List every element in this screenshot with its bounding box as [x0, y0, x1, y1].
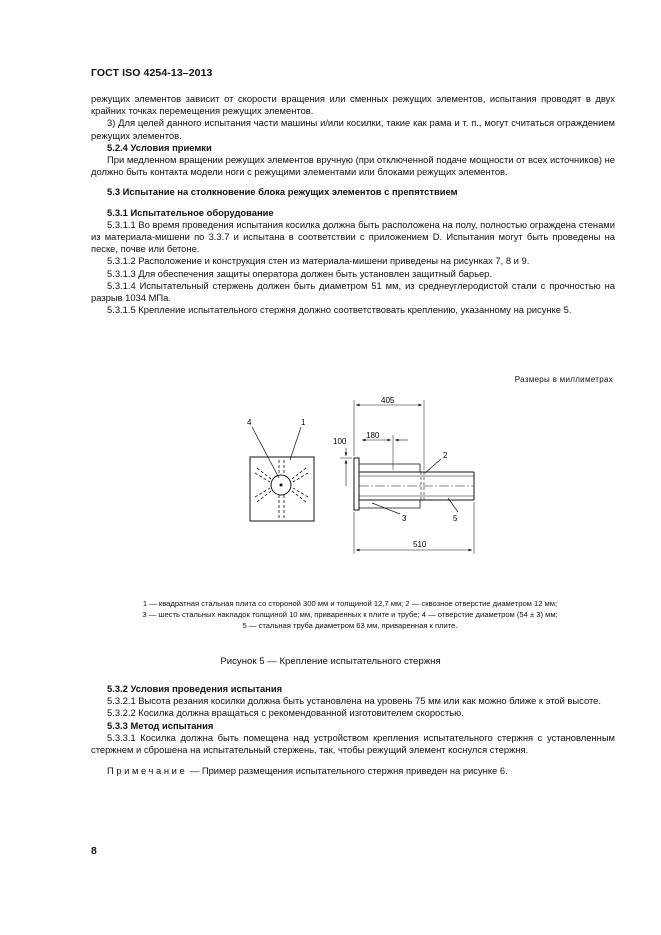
heading-5-3: 5.3 Испытание на столкновение блока режущих элементов с препятствием — [107, 186, 458, 198]
paragraph-5-3-1-2: 5.3.1.2 Расположение и конструкция стен из материала-мишени приведены на рисунках 7, 8 и 9. — [107, 255, 530, 267]
side-plate — [354, 458, 359, 510]
note-text: — Пример размещения испытательного стержня приведен на рисунке 6. — [187, 765, 508, 777]
leader-1 — [290, 427, 301, 460]
upper-text-block — [91, 93, 615, 316]
page-number: 8 — [91, 845, 97, 857]
heading-5-2-4: 5.2.4 Условия приемки — [107, 141, 212, 153]
document-code: ГОСТ ISO 4254-13–2013 — [91, 67, 213, 79]
heading-5-3-1: 5.3.1 Испытательное оборудование — [107, 206, 274, 218]
gusset-top — [359, 464, 420, 472]
paragraph-5-3-1-4: 5.3.1.4 Испытательный стержень должен быть диаметром 51 мм, из среднеуглеродистой стали с прочностью на разрыв 1034 МПа. — [91, 279, 615, 304]
dimension-100: 100 — [333, 437, 347, 446]
side-view — [333, 396, 474, 554]
paragraph-5-2-4: При медленном вращении режущих элементов вручную (при отключенной подаче мощности от всех источников) не должно быть контакта модели ноги с режущими элементами или блоками режущих элементов. — [91, 154, 615, 178]
leader-4 — [252, 427, 279, 478]
callout-4: 4 — [247, 418, 252, 427]
front-view — [247, 418, 314, 521]
heading-5-3-3: 5.3.3 Метод испытания — [107, 719, 214, 731]
paragraph-5-3-1-5: 5.3.1.5 Крепление испытательного стержня должно соответствовать креплению, указанному на рисунке 5. — [107, 304, 572, 316]
callout-1: 1 — [301, 418, 306, 427]
paragraph-item-3: 3) Для целей данного испытания части машины и/или косилки, такие как рама и т. п., могут считаться ограждением режущих элементов. — [91, 117, 615, 141]
lower-text-block — [91, 683, 615, 777]
gusset-hidden-lines — [255, 460, 308, 518]
dimension-405: 405 — [381, 396, 395, 405]
inner-hole — [280, 484, 283, 487]
square-plate — [250, 457, 314, 521]
heading-5-3-2: 5.3.2 Условия проведения испытания — [107, 683, 283, 694]
note-label: Примечание — [107, 765, 188, 777]
note-paragraph — [91, 765, 615, 777]
gusset-bottom — [359, 500, 420, 508]
callout-3: 3 — [402, 514, 407, 523]
figure-5-drawing — [0, 390, 661, 570]
dimension-180: 180 — [366, 431, 380, 440]
dimension-510: 510 — [413, 540, 427, 549]
units-note: Размеры в миллиметрах — [514, 375, 613, 384]
legend-line-1: 1 — квадратная стальная плита со стороной 300 мм и толщиной 12,7 мм; 2 — сквозное отверстие диаметром 12 мм; — [142, 599, 558, 608]
paragraph-5-3-3-1: 5.3.3.1 Косилка должна быть помещена над устройством крепления испытательного стержня с установленным стержнем и сброшена на испытательный стержень, так, чтобы режущий элемент коснулся стержня. — [91, 731, 615, 756]
paragraph-continuation: режущих элементов зависит от скорости вращения или сменных режущих элементов, испытания проводят в двух крайних точках перемещения режущих элементов. — [91, 93, 615, 117]
legend-line-2: 3 — шесть стальных накладок толщиной 10 мм, приваренных к плите и трубе; 4 — отверстие диаметром (54 ± 3) мм; — [142, 610, 558, 619]
callout-5: 5 — [453, 514, 458, 523]
legend-line-3: 5 — стальная труба диаметром 63 мм, приваренная к плите. — [242, 621, 458, 630]
paragraph-5-3-1-1: 5.3.1.1 Во время проведения испытания косилка должна быть расположена на полу, полностью ограждена стенами из материала-мишени по 3.3.7 и испытана в соответствии с приложением D. Испытания могут быть проведены на песке, почве или бетоне. — [91, 218, 615, 255]
paragraph-5-3-2-2: 5.3.2.2 Косилка должна вращаться с рекомендованной изготовителем скоростью. — [107, 707, 464, 719]
paragraph-5-3-1-3: 5.3.1.3 Для обеспечения защиты оператора должен быть установлен защитный барьер. — [107, 267, 492, 279]
paragraph-5-3-2-1: 5.3.2.1 Высота резания косилки должна быть установлена на уровень 75 мм или как можно ближе к этой высоте. — [107, 695, 601, 707]
callout-2: 2 — [443, 451, 448, 460]
figure-caption: Рисунок 5 — Крепление испытательного стержня — [220, 656, 441, 667]
